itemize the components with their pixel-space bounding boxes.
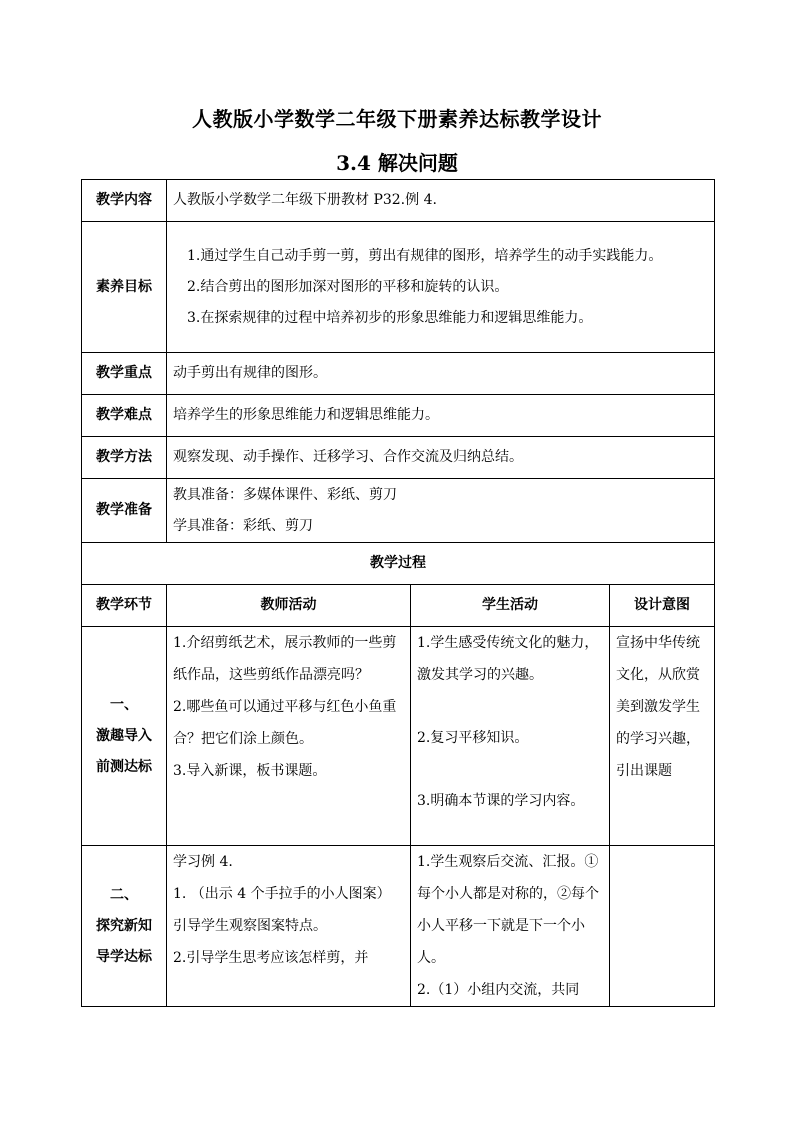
stage-1-teacher (167, 627, 411, 846)
stage-2-teacher-2: 1. （出示 4 个手拉手的小人图案）引导学生观察图案特点。 (173, 886, 391, 934)
spacer (417, 754, 603, 785)
goal-1: 1.通过学生自己动手剪一剪，剪出有规律的图形，培养学生的动手实践能力。 (187, 247, 663, 264)
lesson-plan-table (81, 179, 715, 1007)
value-prep (167, 479, 715, 543)
col-header-stage: 教学环节 (82, 585, 167, 627)
label-content: 教学内容 (82, 180, 167, 222)
stage-1-number: 一、 (110, 696, 138, 713)
col-header-student: 学生活动 (411, 585, 610, 627)
value-goals (167, 222, 715, 353)
stage-1-student (411, 627, 610, 846)
stage-1-teacher-3: 3.导入新课，板书课题。 (173, 763, 327, 779)
stage-1-label (82, 627, 167, 846)
stage-1-teacher-1: 1.介绍剪纸艺术，展示教师的一些剪纸作品，这些剪纸作品漂亮吗？ (173, 635, 397, 683)
stage-1-student-1: 1.学生感受传统文化的魅力，激发其学习的兴趣。 (417, 635, 599, 683)
goal-3: 3.在探索规律的过程中培养初步的形象思维能力和逻辑思维能力。 (187, 309, 593, 326)
document-title: 人教版小学数学二年级下册素养达标教学设计 (192, 107, 602, 131)
value-key: 动手剪出有规律的图形。 (167, 353, 715, 395)
stage-1-intent-text: 宣扬中华传统文化，从欣赏美到激发学生的学习兴趣，引出课题 (616, 635, 700, 779)
label-method: 教学方法 (82, 437, 167, 479)
goal-2: 2.结合剪出的图形加深对图形的平移和旋转的认识。 (187, 278, 509, 295)
row-goals (82, 222, 715, 353)
row-key (82, 353, 715, 395)
stage-1-name-2: 前测达标 (96, 758, 152, 775)
prep-teacher: 教具准备：多媒体课件、彩纸、剪刀 (173, 486, 397, 503)
stage-2-teacher-1: 学习例 4. (173, 854, 233, 870)
value-difficulty: 培养学生的形象思维能力和逻辑思维能力。 (167, 395, 715, 437)
row-method (82, 437, 715, 479)
stage-2-name-2: 导学达标 (96, 948, 152, 965)
stage-1-student-2: 2.复习平移知识。 (417, 730, 529, 746)
col-header-teacher: 教师活动 (167, 585, 411, 627)
prep-student: 学具准备：彩纸、剪刀 (173, 517, 313, 534)
value-method: 观察发现、动手操作、迁移学习、合作交流及归纳总结。 (167, 437, 715, 479)
process-heading: 教学过程 (82, 543, 715, 585)
row-prep (82, 479, 715, 543)
stage-2-student (411, 846, 610, 1007)
value-content: 人教版小学数学二年级下册教材 P32.例 4. (167, 180, 715, 222)
stage-2-name-1: 探究新知 (96, 917, 152, 934)
stage-2-intent (610, 846, 715, 1007)
stage-2-student-2: 2.（1）小组内交流，共同 (417, 982, 580, 998)
stage-2-student-1: 1.学生观察后交流、汇报。①每个小人都是对称的，②每个小人平移一下就是下一个小人。 (417, 854, 599, 966)
row-column-headers (82, 585, 715, 627)
stage-2-number: 二、 (110, 886, 138, 903)
label-prep: 教学准备 (82, 479, 167, 543)
stage-1-student-3: 3.明确本节课的学习内容。 (417, 793, 585, 809)
row-content (82, 180, 715, 222)
label-key: 教学重点 (82, 353, 167, 395)
row-stage-1 (82, 627, 715, 846)
document-subtitle: 3.4 解决问题 (336, 151, 458, 175)
label-difficulty: 教学难点 (82, 395, 167, 437)
row-stage-2 (82, 846, 715, 1007)
stage-2-label (82, 846, 167, 1007)
stage-2-teacher-3: 2.引导学生思考应该怎样剪，并 (173, 950, 369, 966)
stage-1-name-1: 激趣导入 (96, 727, 152, 744)
row-process-heading (82, 543, 715, 585)
stage-1-teacher-2: 2.哪些鱼可以通过平移与红色小鱼重合？把它们涂上颜色。 (173, 699, 397, 747)
stage-1-intent (610, 627, 715, 846)
spacer (417, 691, 603, 722)
col-header-intent: 设计意图 (610, 585, 715, 627)
row-difficulty (82, 395, 715, 437)
stage-2-teacher (167, 846, 411, 1007)
label-goals: 素养目标 (82, 222, 167, 353)
